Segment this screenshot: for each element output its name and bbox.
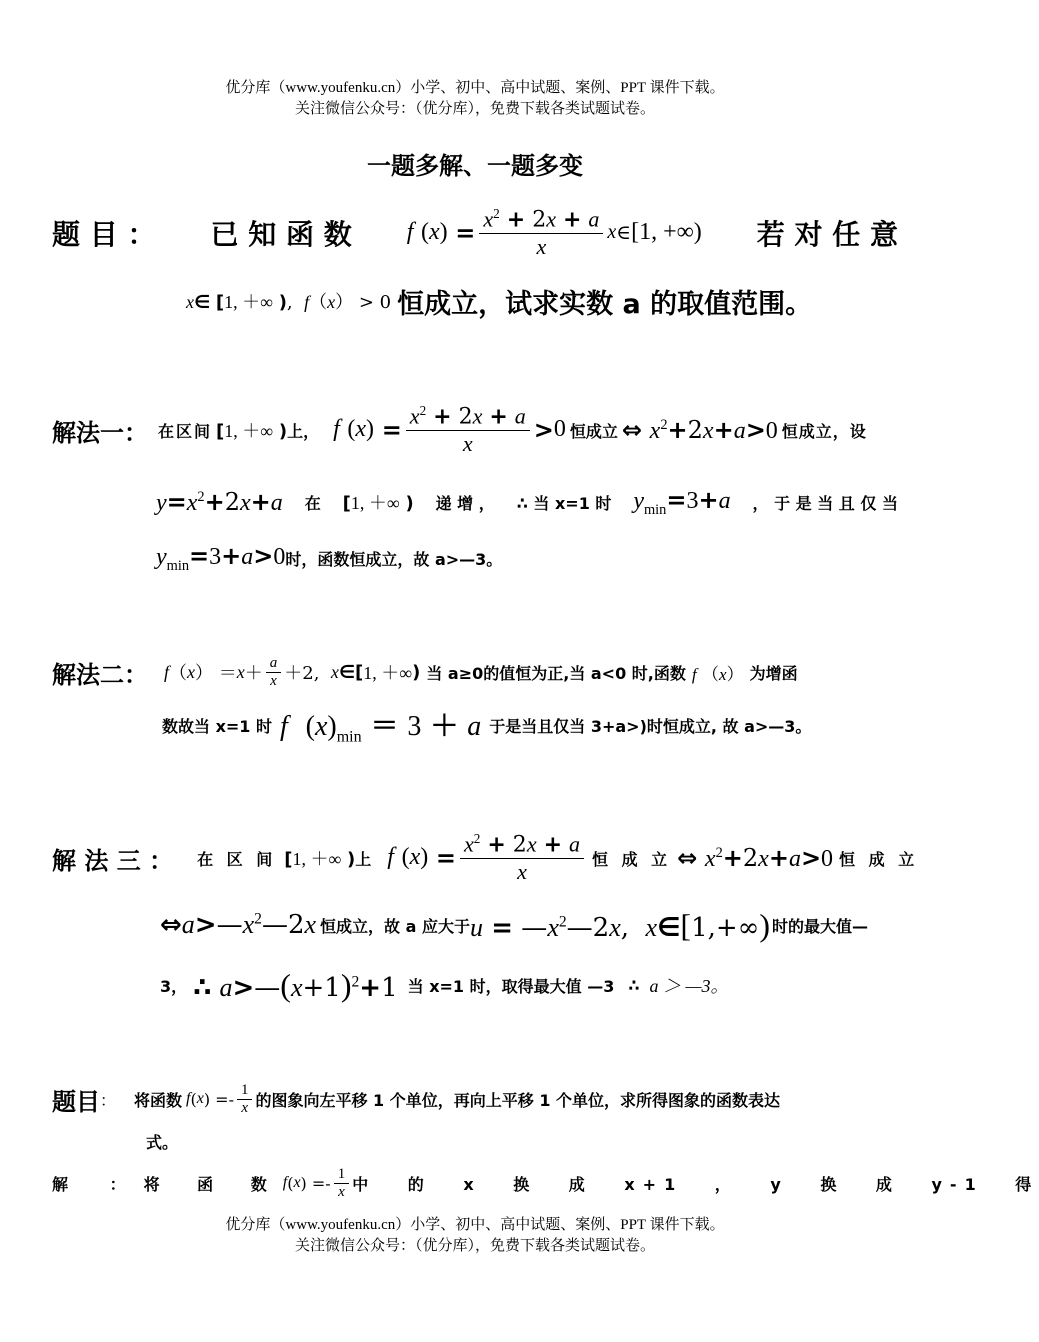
problem-cond-2: 恒成立，试求实数 a 的取值范围。 [397, 288, 813, 320]
method1-t9: 时，函数恒成立，故 a>—3。 [285, 549, 503, 569]
method1-formula-4: $y_{min}=3+a$ [633, 485, 731, 518]
method1-line-2 [156, 480, 898, 524]
method3-t9: ∴ [628, 975, 640, 995]
solution2-t2: 中 的 x 换 成 x+1 ， y 换 成 y-1 得 [352, 1174, 1039, 1194]
method3-t10: a ＞ —3。 [649, 976, 729, 996]
method3-formula-5: ∴ $a>—(x+1)^2+1$ [193, 966, 398, 1003]
footer-line-2: 关注微信公众号：（优分库），免费下载各类试题试卷。 [294, 1238, 655, 1254]
solution2-label: 解 ： [52, 1174, 144, 1194]
method2-formula-1: f （ x ） ＝ x ＋ $\frac{a}{x}$ ＋2, x ∈ [ 1, ＋∞ ) [164, 654, 421, 689]
method1-t1: 在区间 [158, 421, 213, 441]
method3-t5: 恒成立，故 a 应大于 [320, 916, 470, 936]
method1-line-1 [52, 400, 867, 460]
method1-t4: 恒成立，设 [781, 421, 867, 441]
method3-formula-3: $\Leftrightarrow a>—x^2—2x$ [160, 910, 317, 940]
method1-line-3 [156, 536, 502, 580]
method3-t1: 在 区 间 [197, 849, 277, 869]
method3-formula-2: ⇔ $x^2+2x+a>0$ [677, 843, 834, 872]
method3-line-1 [52, 826, 918, 890]
method3-line-2 [160, 902, 868, 948]
method1-formula-3: $y=x^2+2x+a$ [156, 487, 283, 516]
method2-fx: f （x） [691, 664, 744, 685]
problem-function-formula: f ( x ) = $\frac{x^2 + 2x + a}{x}$ x ∈ [1, +∞) [406, 206, 702, 259]
method3-formula-4: $u = —x^2—2x$, x∈[1,+∞) [469, 906, 770, 943]
interval-3: [1, ＋∞ ) [284, 849, 356, 870]
method1-formula-5: $y_{min}=3+a>0$ [156, 541, 286, 574]
problem-line-2 [186, 283, 812, 319]
method1-t5: 在 [304, 493, 321, 513]
method2-t2: 为增函 [749, 663, 798, 683]
method1-t2: 上， [287, 421, 320, 441]
method3-line-3 [160, 962, 729, 1008]
doc-title: 一题多解、一题多变 [367, 152, 583, 180]
method3-t8: 当 x=1 时，取得最大值 —3 [407, 976, 615, 996]
method2-t4: 于是当且仅当 3+a>)时恒成立, 故 a>—3。 [489, 716, 812, 736]
problem2-t2: 的图象向左平移 1 个单位，再向上平移 1 个单位，求所得图象的函数表达 [255, 1090, 781, 1110]
method3-t4: 恒 成 立 [839, 849, 919, 869]
interval-1: [1, ＋∞ ) [216, 421, 288, 442]
header-line-2: 关注微信公众号：（优分库），免费下载各类试题试卷。 [294, 101, 655, 117]
problem2-formula: f ( x ) =- $\frac{1}{x}$ [186, 1082, 255, 1117]
problem2-t1: 将函数 [134, 1090, 183, 1110]
problem-line-1 [52, 200, 898, 266]
interval-2: [1, ＋∞ ) [342, 493, 414, 514]
method1-formula-2: ⇔ $x^2+2x+a>0$ [621, 415, 778, 444]
method3-formula-1: f ( x ) = $\frac{x^2 + 2x + a}{x}$ [387, 831, 588, 884]
method1-t7: ∴ 当 x=1 时 [516, 493, 612, 513]
problem-label: 题 目 ： [52, 218, 156, 251]
problem-cond-1: 若 对 任 意 [756, 218, 898, 251]
method2-t1: 当 a≥0的值恒为正,当 a<0 时,函数 [426, 663, 686, 683]
method2-t3: 数故当 x=1 时 [162, 716, 273, 736]
problem2-t3: 式。 [146, 1133, 179, 1152]
header-line-1: 优分库（www.youfenku.cn）小学、初中、高中试题、案例、PPT 课件下载。 [225, 80, 725, 96]
solution2-formula: f ( x ) =- $\frac{1}{x}$ [283, 1166, 352, 1201]
domain-formula: x∈ [1, ＋∞ ), f（x） > 0 [186, 292, 392, 313]
problem2-line-1 [52, 1076, 780, 1122]
problem2-label: 题目 [52, 1087, 100, 1116]
method1-label: 解法一： [52, 418, 148, 447]
method2-line-2 [162, 703, 811, 747]
method1-t8: ， 于 是 当 且 仅 当 [752, 493, 898, 513]
problem2-colon: ： [100, 1092, 117, 1110]
method1-t3: 恒成立 [569, 421, 618, 441]
method2-label: 解法二： [52, 660, 148, 689]
solution2-line-1 [52, 1160, 1039, 1206]
solution2-t1: 将 函 数 [143, 1174, 283, 1194]
footer-line-1: 优分库（www.youfenku.cn）小学、初中、高中试题、案例、PPT 课件下载。 [225, 1217, 725, 1233]
method3-t2: 上 [355, 849, 372, 869]
method2-formula-2: f $(x)_{min} = 3 + a$ [280, 708, 482, 746]
method1-formula-1: f ( x ) = $\frac{x^2 + 2x + a}{x}$ > 0 [333, 403, 566, 456]
method3-t6: 时的最大值— [771, 916, 868, 936]
method3-label: 解 法 三 ： [52, 846, 174, 875]
method2-line-1 [52, 648, 798, 696]
method1-t6: 递 增 ， [435, 493, 495, 513]
method3-t3: 恒 成 立 [592, 849, 672, 869]
method3-t7: 3， [160, 976, 188, 996]
problem-known: 已 知 函 数 [210, 218, 352, 251]
